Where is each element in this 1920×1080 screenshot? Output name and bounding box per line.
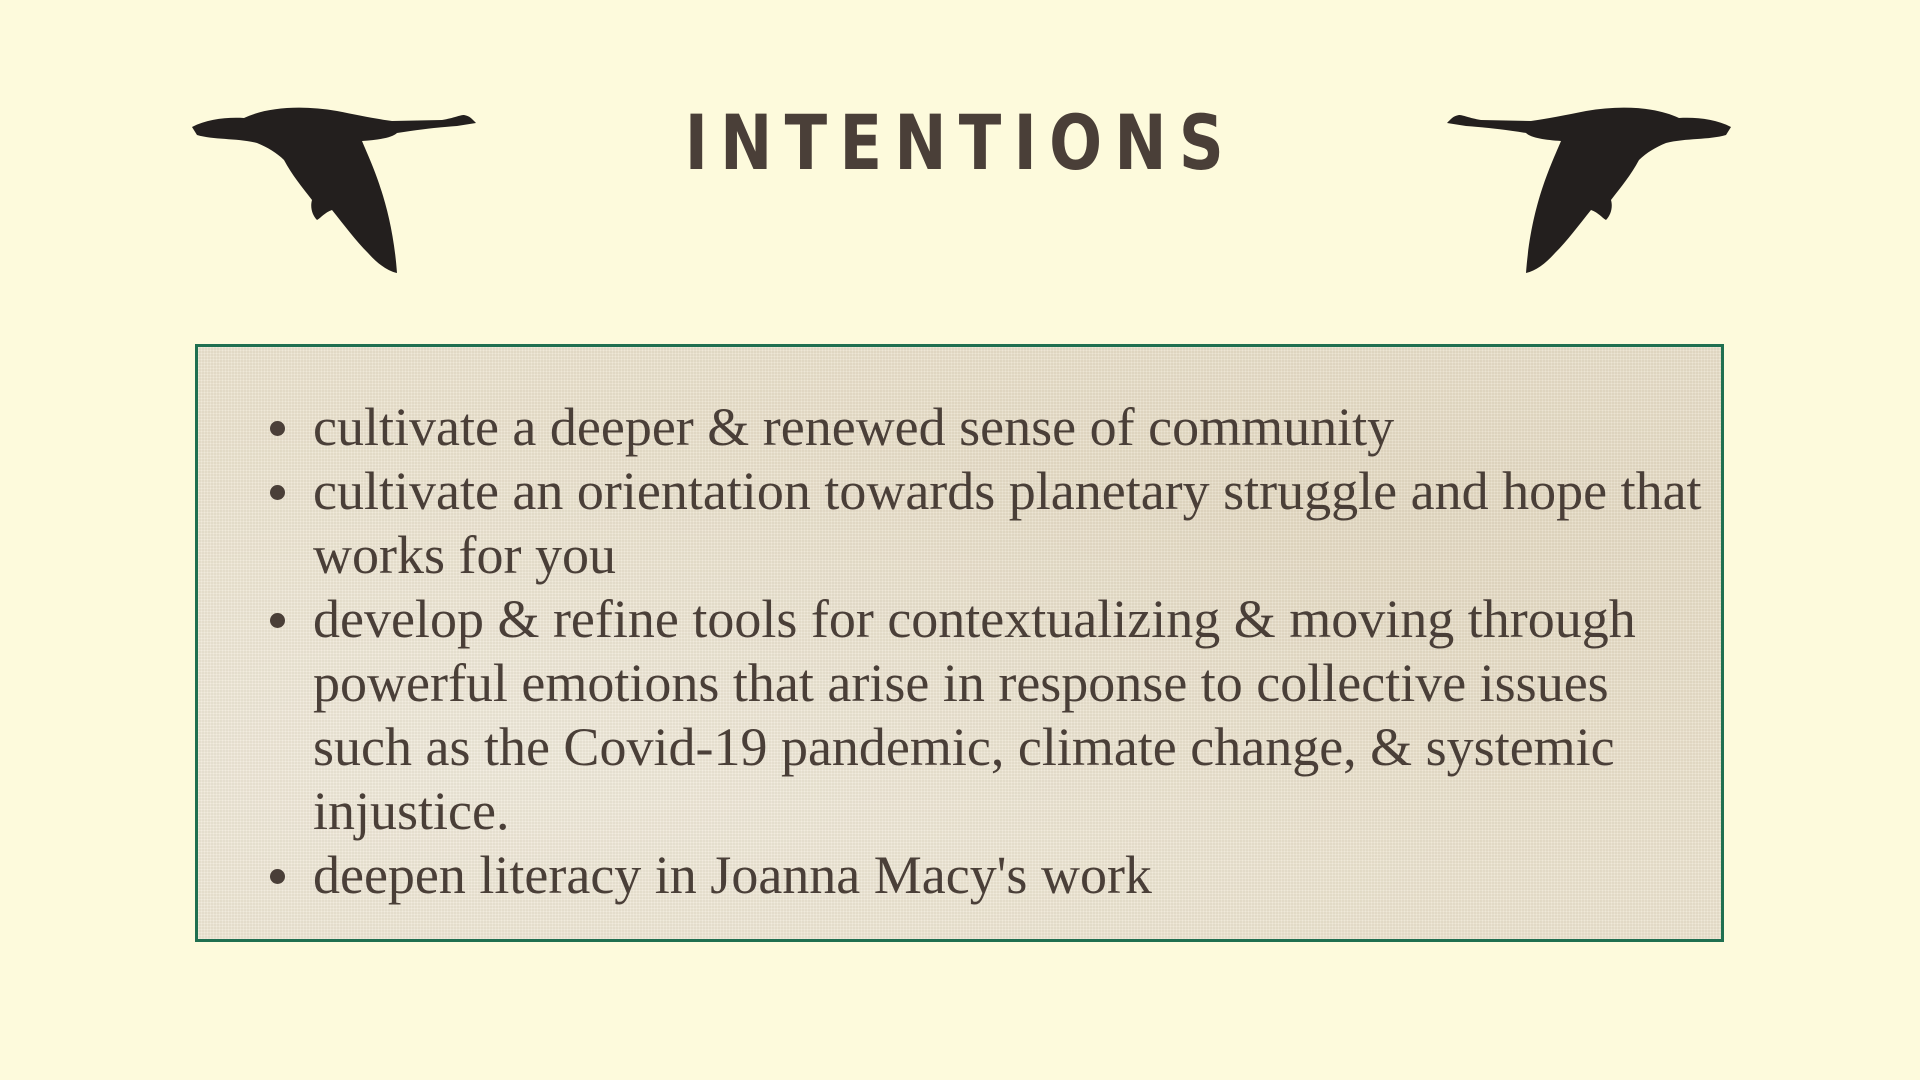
- bullet-icon: [270, 421, 285, 436]
- intention-text: cultivate an orientation towards planetary struggle and hope that works for you: [313, 461, 1702, 585]
- intention-text: cultivate a deeper & renewed sense of community: [313, 397, 1395, 457]
- list-item: [198, 459, 1727, 587]
- intention-text: develop & refine tools for contextualizing & moving through powerful emotions that arise in response to collective issues such as the Covid-19 pandemic, climate change, & systemic injustice.: [313, 589, 1636, 841]
- goose-silhouette-right: [1446, 105, 1731, 275]
- bullet-icon: [270, 869, 285, 884]
- page-title: INTENTIONS: [684, 98, 1237, 187]
- intentions-list: [198, 395, 1727, 907]
- list-item: [198, 843, 1727, 907]
- intentions-panel: [195, 344, 1724, 942]
- intention-text: deepen literacy in Joanna Macy's work: [313, 845, 1152, 905]
- bullet-icon: [270, 485, 285, 500]
- list-item: [198, 395, 1727, 459]
- goose-icon: [1446, 105, 1731, 275]
- list-item: [198, 587, 1727, 843]
- bullet-icon: [270, 613, 285, 628]
